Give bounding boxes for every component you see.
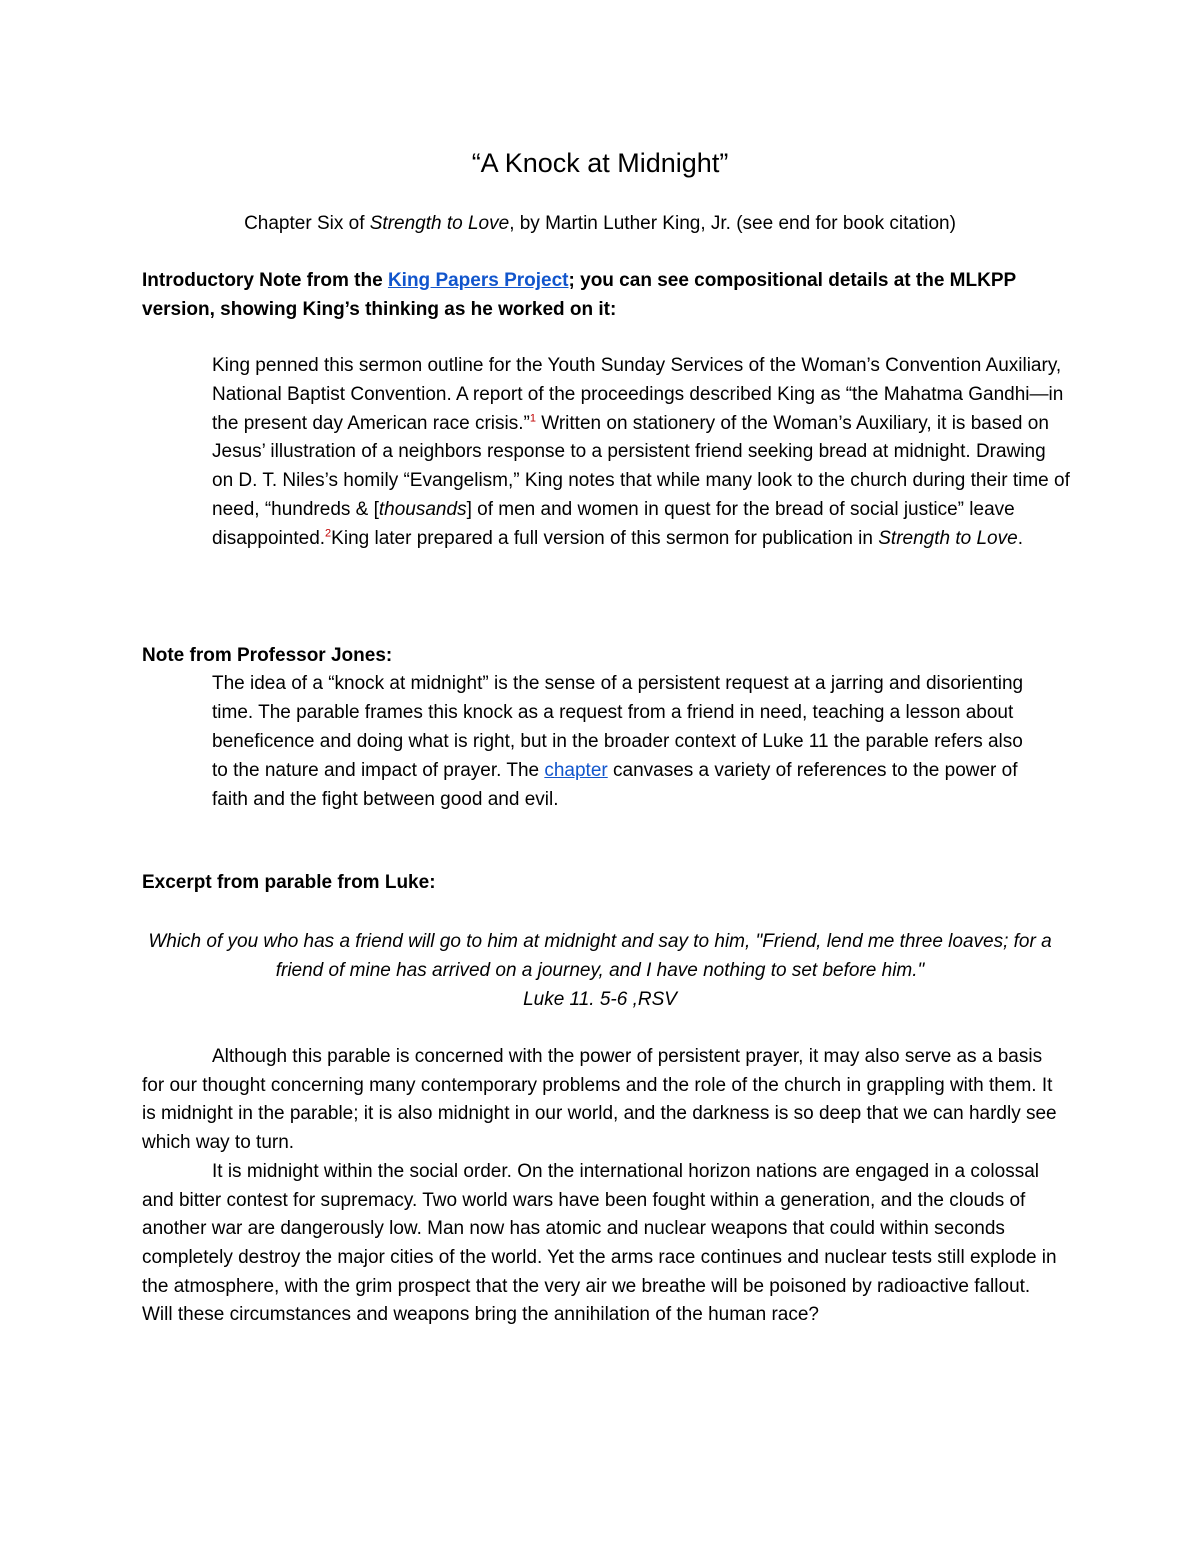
note-heading: Note from Professor Jones: — [142, 645, 393, 666]
intro-heading — [142, 266, 1062, 324]
note-body — [212, 669, 1042, 814]
parable-citation: Luke 11. 5-6 ,RSV — [523, 989, 677, 1010]
blockquote-italic-word: thousands — [378, 498, 467, 520]
blockquote-text-1: King penned this sermon outline for the Youth Sunday Services of the Woman’s Convention Auxiliary, National Baptist Convention. A report of the proceedings described King as “the Mahatma Gandhi—in the present day American race crisis.” — [212, 355, 1064, 434]
blockquote-text-2: Written on stationery of the Woman’s Auxiliary, it is based on Jesus’ illustration of a neighbors response to a persistent friend seeking bread at midnight. Drawing on D. T. Niles’s homily “Evangelism,” King notes that while many look to the church during their time of need, “hundreds & [ — [212, 412, 1070, 520]
body-paragraph-1: Although this parable is concerned with the power of persistent prayer, it may also serve as a basis for our thought concerning many contemporary problems and the role of the church in grappling with them. It is midnight in the parable; it is also midnight in our world, and the darkness is so deep that we can hardly see which way to turn. — [142, 1046, 1057, 1154]
body-text — [142, 1043, 1062, 1330]
body-paragraph-2: It is midnight within the social order. On the international horizon nations are engaged in a colossal and bitter contest for supremacy. Two world wars have been fought within a generation, and the clouds of another war are dangerously low. Man now has atomic and nuclear weapons that could within seconds completely destroy the major cities of the world. Yet the arms race continues and nuclear tests still explode in the atmosphere, with the grim prospect that the very air we breathe will be poisoned by radioactive fallout. Will these circumstances and weapons bring the annihilation of the human race? — [142, 1160, 1057, 1326]
note-text-2: canvases a variety of references to the power of faith and the fight between good and evil. — [212, 760, 1018, 810]
blockquote-text-4: King later prepared a full version of this sermon for publication in — [331, 527, 879, 549]
blockquote-text-3: ] of men and women in quest for the bread of social justice” leave disappointed. — [212, 498, 1015, 549]
subtitle-rest: , by Martin Luther King, Jr. (see end for book citation) — [509, 213, 956, 234]
subtitle-book-title: Strength to Love — [369, 213, 510, 234]
intro-blockquote — [212, 352, 1072, 554]
note-text-1: The idea of a “knock at midnight” is the sense of a persistent request at a jarring and disorienting time. The parable frames this knock as a request from a friend in need, teaching a lesson about beneficence and doing what is right, but in the broader context of Luke 11 the parable refers also to the nature and impact of prayer. The — [212, 673, 1024, 781]
blockquote-book-title: Strength to Love — [878, 527, 1018, 549]
footnote-marker-2[interactable]: 2 — [325, 527, 332, 540]
page-title: “A Knock at Midnight” — [471, 148, 729, 178]
subtitle — [0, 210, 1200, 238]
king-papers-project-link[interactable]: King Papers Project — [387, 270, 569, 291]
intro-rest: ; you can see compositional details at the MLKPP version, showing King’s thinking as he worked on it: — [142, 270, 1016, 320]
intro-lead: Introductory Note from the — [142, 270, 388, 291]
parable-quote — [130, 927, 1070, 1014]
chapter-link[interactable]: chapter — [544, 760, 608, 781]
blockquote-text-5: . — [1017, 527, 1023, 549]
subtitle-lead: Chapter Six of — [244, 213, 370, 234]
excerpt-heading: Excerpt from parable from Luke: — [142, 872, 436, 893]
footnote-marker-1[interactable]: 1 — [529, 412, 536, 425]
parable-quote-text: Which of you who has a friend will go to him at midnight and say to him, "Friend, lend me three loaves; for a friend of mine has arrived on a journey, and I have nothing to set before him." — [148, 931, 1052, 981]
